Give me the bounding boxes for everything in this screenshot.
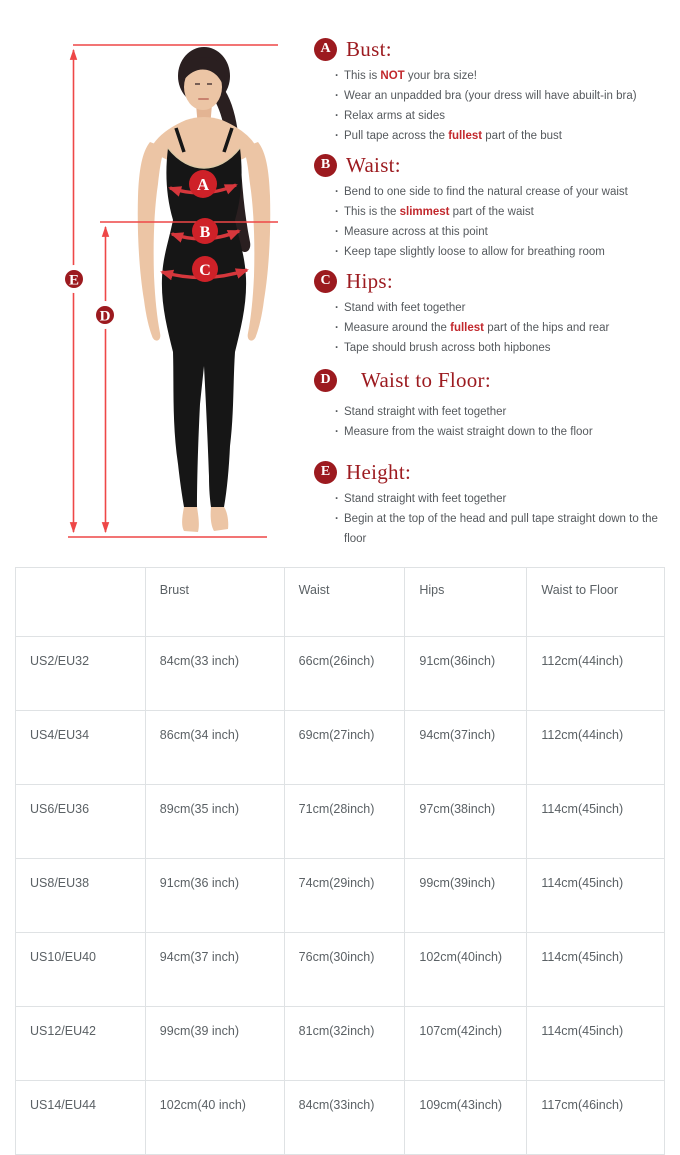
value-cell: 84cm(33inch) (284, 1081, 405, 1155)
measure-badge-d: D (314, 369, 337, 392)
tip-item (314, 298, 676, 318)
table-row (16, 1081, 665, 1155)
waist-label-letter: B (199, 224, 211, 241)
size-chart-table (15, 567, 665, 1155)
tip-text: Keep tape slightly loose to allow for breathing room (344, 246, 605, 258)
measure-heading (314, 457, 676, 487)
tip-text: Measure from the waist straight down to the floor (344, 426, 593, 438)
value-cell: 114cm(45inch) (527, 859, 665, 933)
value-cell: 71cm(28inch) (284, 785, 405, 859)
value-cell: 102cm(40 inch) (145, 1081, 284, 1155)
header-cell-empty (16, 568, 146, 637)
value-cell: 97cm(38inch) (405, 785, 527, 859)
tip-item (314, 106, 676, 126)
header-cell: Brust (145, 568, 284, 637)
size-cell: US6/EU36 (16, 785, 146, 859)
measurement-figure-illustration (0, 0, 320, 560)
measure-tips (314, 298, 676, 358)
tip-item (314, 202, 676, 222)
value-cell: 94cm(37 inch) (145, 933, 284, 1007)
tip-item (314, 86, 676, 106)
table-row (16, 1007, 665, 1081)
header-cell: Waist (284, 568, 405, 637)
tip-item (314, 422, 676, 442)
measure-tips (314, 182, 676, 262)
measure-section-c (314, 266, 676, 358)
measure-title: Height: (346, 459, 412, 484)
table-row (16, 859, 665, 933)
tip-highlight: fullest (450, 322, 484, 334)
size-chart-header (16, 568, 665, 637)
tip-text: This is the (344, 206, 400, 218)
value-cell: 112cm(44inch) (527, 637, 665, 711)
value-cell: 99cm(39 inch) (145, 1007, 284, 1081)
tip-highlight: fullest (448, 130, 483, 142)
value-cell: 99cm(39inch) (405, 859, 527, 933)
tip-text: This is (344, 70, 381, 82)
value-cell: 89cm(35 inch) (145, 785, 284, 859)
tip-text: Stand straight with feet together (344, 406, 507, 418)
value-cell: 84cm(33 inch) (145, 637, 284, 711)
measure-section-d (314, 365, 676, 442)
tip-text: part of the waist (449, 206, 534, 218)
model-figure (0, 0, 320, 560)
table-row (16, 785, 665, 859)
measure-heading (314, 266, 676, 296)
left-foot (182, 507, 199, 532)
tip-item (314, 509, 676, 549)
header-row (16, 568, 665, 637)
hips-label-letter: C (199, 262, 211, 279)
table-row (16, 711, 665, 785)
tip-text: part of the bust (482, 130, 562, 142)
bust-label-letter: A (196, 175, 210, 194)
tip-text: Pull tape across the (344, 130, 449, 142)
value-cell: 66cm(26inch) (284, 637, 405, 711)
waist-to-floor-label-letter: D (99, 308, 111, 325)
tip-text: Tape should brush across both hipbones (344, 342, 551, 354)
right-foot (211, 507, 229, 531)
measure-section-a (314, 34, 676, 146)
measure-heading (314, 34, 676, 64)
tip-item (314, 338, 676, 358)
measure-title: Bust: (346, 36, 392, 61)
measure-title: Waist to Floor: (361, 367, 491, 392)
left-arm (138, 142, 166, 341)
value-cell: 81cm(32inch) (284, 1007, 405, 1081)
size-cell: US14/EU44 (16, 1081, 146, 1155)
tip-text: Begin at the top of the head and pull tape straight down to the floor (344, 513, 658, 545)
measure-badge-b: B (314, 154, 337, 177)
value-cell: 94cm(37inch) (405, 711, 527, 785)
value-cell: 91cm(36 inch) (145, 859, 284, 933)
tip-text: Stand with feet together (344, 302, 466, 314)
value-cell: 102cm(40inch) (405, 933, 527, 1007)
measure-section-e (314, 457, 676, 549)
measure-section-b (314, 150, 676, 262)
header-cell: Waist to Floor (527, 568, 665, 637)
tip-text: part of the hips and rear (484, 322, 610, 334)
tip-text: your bra size! (404, 70, 477, 82)
tip-item (314, 242, 676, 262)
measure-badge-a: A (314, 38, 337, 61)
value-cell: 86cm(34 inch) (145, 711, 284, 785)
measure-heading (314, 365, 676, 395)
value-cell: 107cm(42inch) (405, 1007, 527, 1081)
measurement-diagram-section (0, 0, 680, 560)
value-cell: 112cm(44inch) (527, 711, 665, 785)
size-chart-body (16, 637, 665, 1155)
tip-item (314, 222, 676, 242)
size-cell: US10/EU40 (16, 933, 146, 1007)
measure-title: Waist: (346, 152, 401, 177)
height-label-letter: E (68, 272, 80, 289)
value-cell: 76cm(30inch) (284, 933, 405, 1007)
measure-tips (314, 66, 676, 146)
size-chart-section (15, 567, 665, 1155)
size-cell: US4/EU34 (16, 711, 146, 785)
value-cell: 114cm(45inch) (527, 933, 665, 1007)
tip-item (314, 126, 676, 146)
measure-tips (314, 489, 676, 549)
value-cell: 91cm(36inch) (405, 637, 527, 711)
value-cell: 114cm(45inch) (527, 1007, 665, 1081)
tip-text: Relax arms at sides (344, 110, 445, 122)
measure-tips (314, 402, 676, 442)
tip-text: Measure around the (344, 322, 451, 334)
table-row (16, 637, 665, 711)
body-black (162, 148, 246, 507)
value-cell: 117cm(46inch) (527, 1081, 665, 1155)
tip-text: Bend to one side to find the natural crease of your waist (344, 186, 628, 198)
tip-item (314, 402, 676, 422)
measure-badge-e: E (314, 461, 337, 484)
shoulders (150, 117, 258, 168)
tip-item (314, 489, 676, 509)
header-cell: Hips (405, 568, 527, 637)
value-cell: 114cm(45inch) (527, 785, 665, 859)
tip-highlight: slimmest (399, 206, 450, 218)
size-cell: US8/EU38 (16, 859, 146, 933)
value-cell: 69cm(27inch) (284, 711, 405, 785)
value-cell: 109cm(43inch) (405, 1081, 527, 1155)
tip-item (314, 182, 676, 202)
tip-text: Stand straight with feet together (344, 493, 507, 505)
tip-item (314, 318, 676, 338)
measure-title: Hips: (346, 268, 394, 293)
table-row (16, 933, 665, 1007)
tip-highlight: NOT (380, 70, 405, 82)
size-cell: US12/EU42 (16, 1007, 146, 1081)
tip-item (314, 66, 676, 86)
tip-text: Wear an unpadded bra (your dress will have abuilt-in bra) (344, 90, 637, 102)
size-cell: US2/EU32 (16, 637, 146, 711)
measure-heading (314, 150, 676, 180)
value-cell: 74cm(29inch) (284, 859, 405, 933)
measure-badge-c: C (314, 270, 337, 293)
tip-text: Measure across at this point (344, 226, 488, 238)
instructions-panel (314, 34, 676, 553)
model-silhouette (138, 47, 271, 532)
